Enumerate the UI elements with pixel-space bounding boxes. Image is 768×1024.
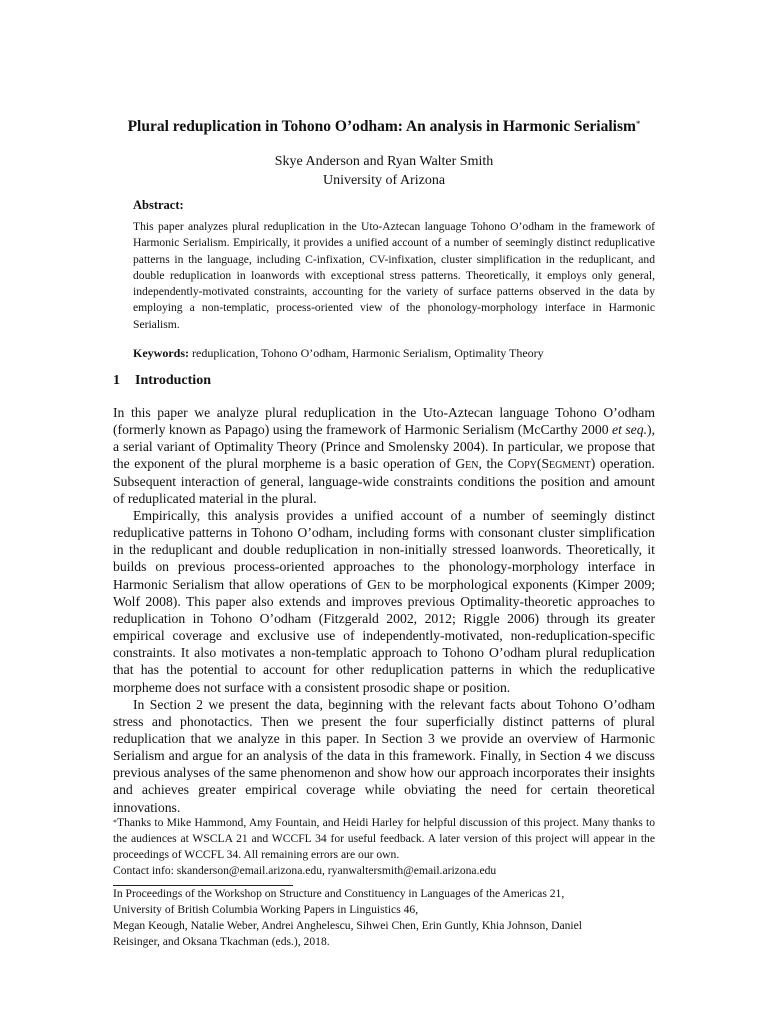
- intro-p1-text-e: , the: [478, 456, 508, 472]
- intro-p1-copy-segment: Copy(Segment): [507, 456, 596, 472]
- section-title: Introduction: [135, 373, 211, 388]
- abstract-section: [133, 197, 655, 361]
- intro-p1-text-c: ), a serial variant of Optimality Theory (Prince and Smolensky 2004). In particular, we propose that the exponent of the plural morpheme is a basic operation of: [113, 422, 655, 472]
- proceedings-info: [113, 886, 655, 950]
- intro-p2-gen: Gen: [367, 576, 391, 592]
- paper-title: [0, 117, 768, 137]
- author-block: [0, 152, 768, 190]
- keywords-text: reduplication, Tohono O’odham, Harmonic Serialism, Optimality Theory: [192, 346, 544, 361]
- intro-p1-gen: Gen: [455, 456, 479, 472]
- section-number: 1: [113, 373, 120, 388]
- footnote-body: Thanks to Mike Hammond, Amy Fountain, and Heidi Harley for helpful discussion of this project. Many thanks to the audiences at WSCLA 21 and WCCFL 34 for useful feedback. A later version of this project will appear in the proceedings of WCCFL 34. All remaining errors are our own.: [113, 816, 655, 861]
- intro-p2-text-a: Empirically, this analysis provides a unified account of a number of seemingly distinct reduplicative patterns in Tohono O’odham, including forms with consonant cluster simplification in the reduplicant and double reduplication in non-initially stressed loanwords. Theoretically, it builds on previous process-oriented approaches to the phonology-morphology interface in Harmonic Serialism that allow operations of: [113, 507, 655, 592]
- section-heading: [113, 372, 211, 390]
- proceedings-line-3: Megan Keough, Natalie Weber, Andrei Anghelescu, Sihwei Chen, Erin Guntly, Khia Johnson, Daniel: [113, 919, 583, 932]
- intro-p2-text-c: to be morphological exponents (Kimper 2009; Wolf 2008). This paper also extends and improves previous Optimality-theoretic approaches to reduplication in Tohono O’odham (Fitzgerald 2002, 2012; Riggle 2006) through its greater empirical coverage and exclusive use of independently-motivated, non-reduplication-specific constraints. It also motivates a non-templatic approach to Tohono O’odham plural reduplication that has the potential to account for other reduplication patterns in which the reduplicative morpheme does not surface with a consistent prosodic shape or position.: [113, 576, 655, 695]
- title-text: Plural reduplication in Tohono O’odham: An analysis in Harmonic Serialism: [127, 118, 636, 135]
- proceedings-line-1: In Proceedings of the Workshop on Structure and Constituency in Languages of the Americas 21,: [113, 887, 565, 900]
- proceedings-line-2: University of British Columbia Working Papers in Linguistics 46,: [113, 903, 419, 916]
- introduction-body: [113, 404, 655, 816]
- proceedings-line-4: Reisinger, and Oksana Tkachman (eds.), 2018.: [113, 935, 330, 948]
- intro-paragraph-2: [113, 507, 655, 696]
- intro-paragraph-3: In Section 2 we present the data, beginning with the relevant facts about Tohono O’odham stress and phonotactics. Then we present the four superficially distinct patterns of plural reduplication that we analyze in this paper. In Section 3 we provide an overview of Harmonic Serialism and argue for an analysis of the data in this framework. Finally, in Section 4 we discuss previous analyses of the same phenomenon and show how our approach incorporates their insights and achieves greater empirical coverage while obviating the need for certain theoretical innovations.: [113, 696, 655, 815]
- intro-p1-text-a: In this paper we analyze plural reduplication in the Uto-Aztecan language Tohono O’odham (formerly known as Papago) using the framework of Harmonic Serialism (McCarthy 2000: [113, 405, 655, 438]
- intro-p1-italic: et seq.: [612, 422, 648, 438]
- author-names: Skye Anderson and Ryan Walter Smith: [274, 154, 494, 169]
- intro-paragraph-1: [113, 404, 655, 507]
- abstract-heading: Abstract:: [133, 198, 184, 212]
- keywords-label: Keywords:: [133, 346, 189, 361]
- author-affiliation: University of Arizona: [322, 173, 446, 188]
- abstract-text: This paper analyzes plural reduplication in the Uto-Aztecan language Tohono O’odham in the framework of Harmonic Serialism. Empirically, it provides a unified account of a number of seemingly distinct reduplicative patterns in the language, including C-infixation, CV-infixation, cluster simplification in the reduplicant, and double reduplication in loanwords with exceptional stress patterns. Theoretically, it employs only general, independently-motivated constraints, accounting for the variety of surface patterns observed in the data by employing a non-templatic, process-oriented view of the phonology-morphology interface in Harmonic Serialism.: [133, 220, 655, 331]
- intro-p1-text-g: operation. Subsequent interaction of general, language-wide constraints conditions the position and amount of reduplicated material in the plural.: [113, 456, 655, 506]
- acknowledgment-footnote: [113, 815, 655, 879]
- title-footnote-mark: *: [635, 119, 641, 129]
- keywords-line: [133, 345, 655, 361]
- footnote-text: [113, 815, 655, 863]
- footnote-mark: *: [113, 818, 117, 827]
- footnote-contact: Contact info: skanderson@email.arizona.edu, ryanwaltersmith@email.arizona.edu: [113, 864, 497, 877]
